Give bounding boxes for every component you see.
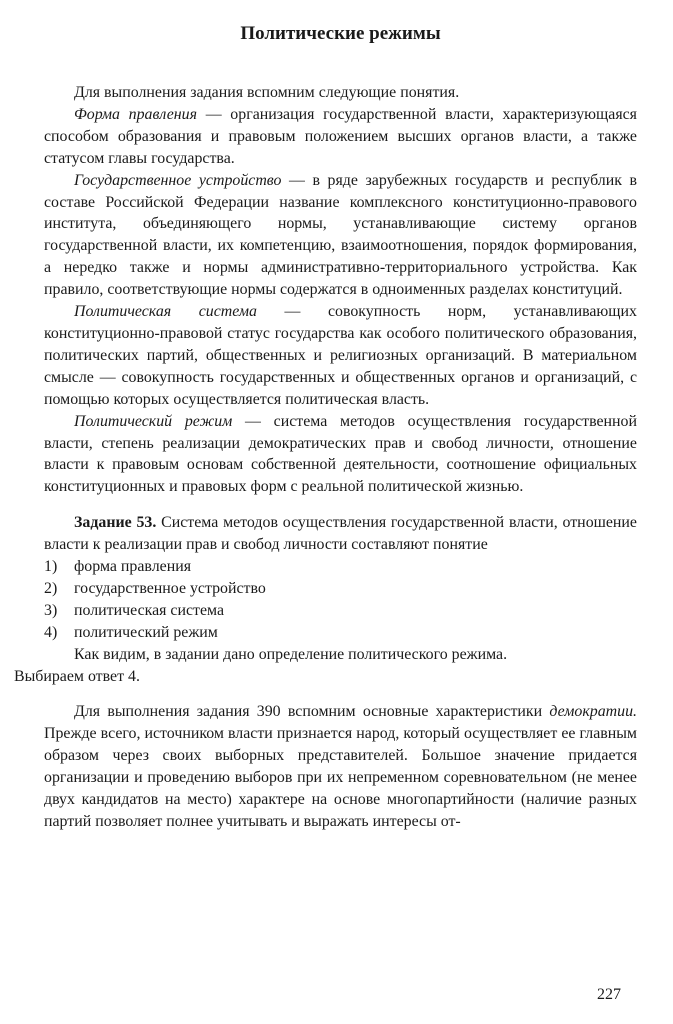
answer-line-1: Как видим, в задании дано определение политического режима. — [74, 645, 508, 663]
definition-text: — система методов осуществления государственной власти, степень реализации демократических прав и свобод личности, отношение власти к правовым основам собственной деятельности, соотношение официальных конституционных и правовых форм с реальной политической жизнью. — [44, 412, 637, 496]
task-question-text: Система методов осуществления государственной власти, отношение власти к реализации прав и свобод личности составляют понятие — [44, 514, 637, 554]
option-text: политический режим — [74, 623, 218, 641]
answer-option — [44, 556, 637, 578]
answer-explanation — [14, 644, 637, 688]
intro-paragraph: Для выполнения задания вспомним следующие понятия. — [74, 84, 460, 101]
democracy-text: Прежде всего, источником власти признается народ, который осуществляет ее главным образом через своих выборных представителей. Большое значение придается организации и проведению выборов при их непременном соревновательном (не менее двух кандидатов на место) характере на основе многопартийности (наличие разных партий позволяет полнее учитывать и выражать интересы от- — [44, 725, 637, 830]
page-title: Политические режимы — [240, 23, 441, 44]
definition-text: — организация государственной власти, характеризующаяся способом образования и правовым положением высших органов власти, а также статусом главы государства. — [44, 105, 637, 167]
option-number: 1) — [44, 558, 58, 576]
term-state-structure: Государственное устройство — [74, 171, 282, 189]
term-democracy: демократии. — [549, 703, 637, 721]
definition-political-system — [44, 301, 637, 411]
definition-political-regime — [44, 411, 637, 499]
answer-options — [44, 556, 637, 644]
answer-option — [44, 600, 637, 622]
option-number: 3) — [44, 601, 58, 619]
option-text: форма правления — [74, 558, 192, 576]
term-political-regime: Политический режим — [74, 412, 233, 430]
answer-line-2: Выбираем ответ 4. — [14, 667, 140, 685]
democracy-lead: Для выполнения задания 390 вспомним основные характеристики — [74, 703, 550, 721]
option-number: 2) — [44, 579, 58, 597]
task-label: Задание 53. — [74, 514, 157, 532]
term-form-of-government: Форма правления — [74, 105, 197, 123]
term-political-system: Политическая система — [74, 303, 257, 321]
democracy-paragraph — [44, 701, 637, 832]
page-body — [14, 22, 637, 833]
answer-option — [44, 622, 637, 644]
option-number: 4) — [44, 623, 58, 641]
definition-text: — совокупность норм, устанавливающих конституционно-правовой статус государства как особого политического образования, политических партий, общественных и религиозных организаций. В материальном смысле — совокупность государственных и общественных органов и организаций, с помощью которых осуществляется политическая власть. — [44, 303, 637, 408]
option-text: политическая система — [74, 601, 225, 619]
definition-form-of-government — [44, 104, 637, 170]
definition-text: — в ряде зарубежных государств и республик в составе Российской Федерации название комплексного конституционно-правового института, объединяющего нормы, устанавливающие систему органов государственной власти, их компетенцию, взаимоотношения, порядок формирования, а нередко также и нормы административно-территориального устройства. Как правило, соответствующие нормы содержатся в одноименных разделах конституций. — [44, 171, 637, 299]
answer-option — [44, 578, 637, 600]
definition-state-structure — [44, 170, 637, 301]
option-text: государственное устройство — [74, 579, 266, 597]
task-question — [44, 512, 637, 556]
page-number: 227 — [597, 986, 621, 1003]
